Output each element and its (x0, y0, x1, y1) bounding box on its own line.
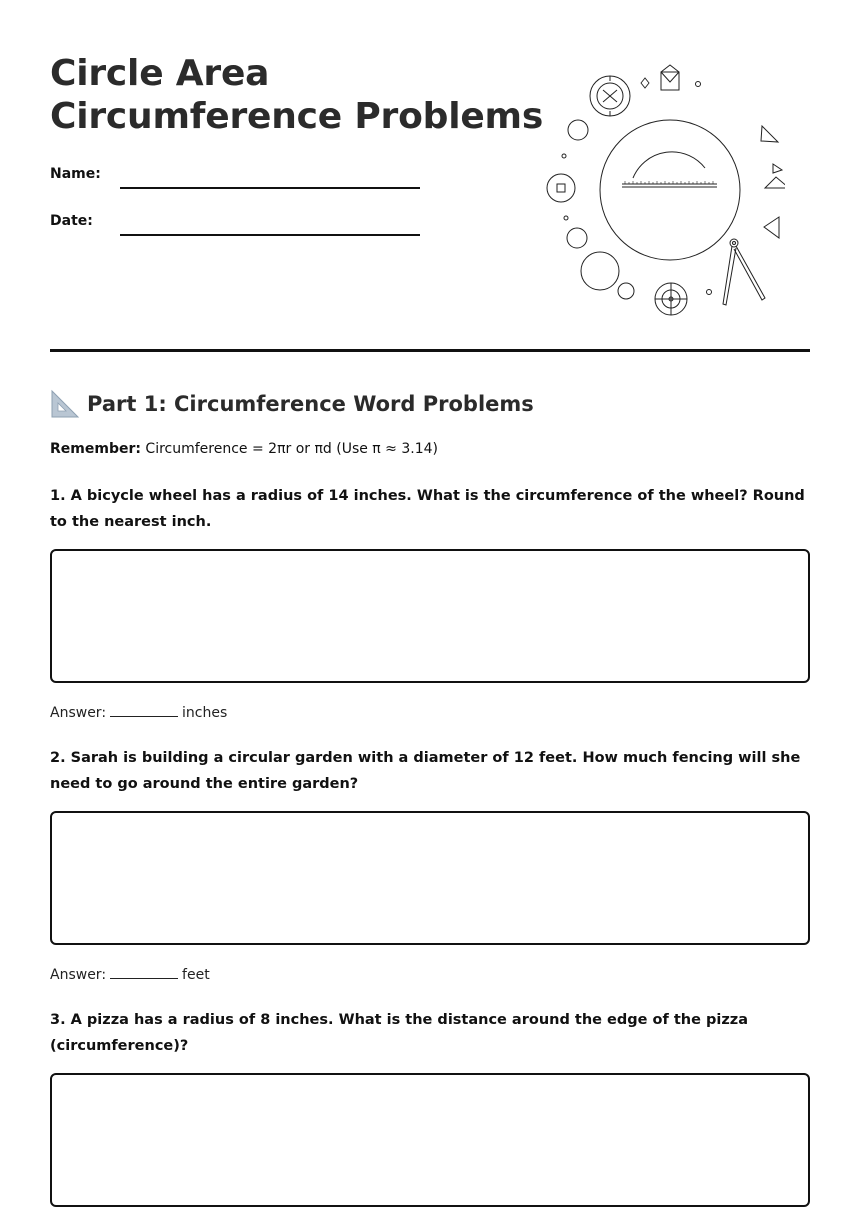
answer-unit-2: feet (182, 967, 210, 983)
work-area-3[interactable] (50, 1073, 810, 1207)
date-field[interactable] (120, 234, 420, 236)
worksheet-title (50, 52, 543, 138)
remember-label: Remember: (50, 441, 141, 457)
remember-text: Circumference = 2πr or πd (Use π ≈ 3.14) (140, 441, 438, 457)
title-line-2: Circumference Problems (50, 96, 544, 137)
answer-unit-1: inches (182, 705, 228, 721)
question-1: 1. A bicycle wheel has a radius of 14 inches. What is the circumference of the wheel? Round to the nearest inch. (50, 488, 805, 530)
answer-row-2 (50, 966, 210, 983)
work-area-1[interactable] (50, 549, 810, 683)
question-3: 3. A pizza has a radius of 8 inches. What is the distance around the edge of the pizza (circumference)? (50, 1012, 748, 1054)
name-label: Name: (50, 166, 101, 182)
date-label: Date: (50, 213, 93, 229)
set-square-icon (50, 389, 80, 419)
question-2: 2. Sarah is building a circular garden with a diameter of 12 feet. How much fencing will she need to go around the entire garden? (50, 750, 801, 792)
answer-blank-2[interactable] (110, 966, 178, 979)
name-field[interactable] (120, 187, 420, 189)
answer-label-2: Answer: (50, 967, 107, 983)
header-divider (50, 349, 810, 352)
answer-row-1 (50, 704, 227, 721)
geometry-tools-illustration (535, 60, 785, 325)
answer-blank-1[interactable] (110, 704, 178, 717)
part1-title: Part 1: Circumference Word Problems (87, 392, 534, 416)
part1-heading (50, 388, 534, 420)
work-area-2[interactable] (50, 811, 810, 945)
formula-reminder (50, 441, 438, 457)
title-line-1: Circle Area (50, 53, 270, 94)
answer-label-1: Answer: (50, 705, 107, 721)
